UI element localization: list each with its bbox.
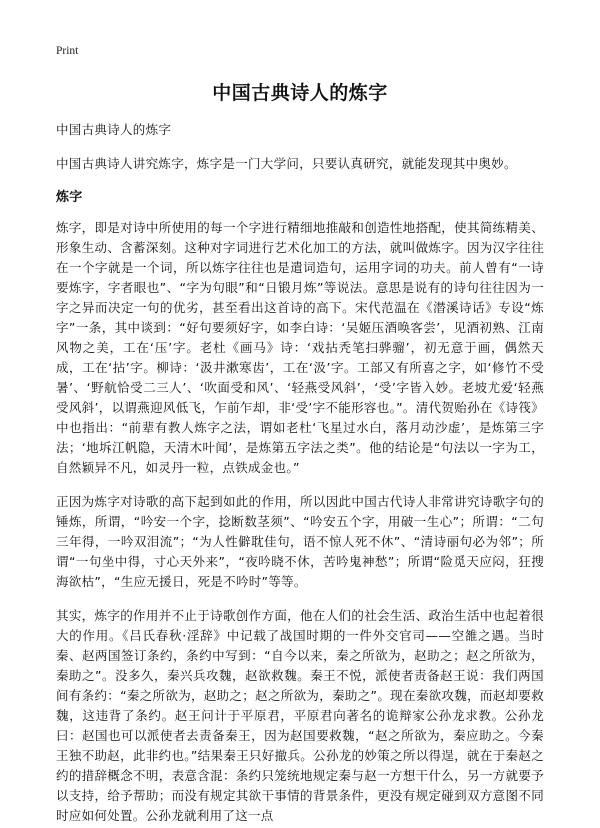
article-intro: 中国古典诗人讲究炼字，炼字是一门大学问，只要认真研究，就能发现其中奥妙。	[56, 156, 517, 171]
article-paragraph: 正因为炼字对诗歌的高下起到如此的作用，所以因此中国古代诗人非常讲究诗歌字句的锤炼，所谓，“吟安一个字，捻断数茎须”、“吟安五个字，用破一生心”；所谓：“二句三年得，一吟双泪流”；“为人性僻耽佳句，语不惊人死不休”、“清诗丽句必为邻”；所谓“一句坐中得，寸心天外来”，“夜吟晓不休，苦吟鬼神愁”；所谓“险觅天应闷，狂搜海欲枯”，“生应无援日，死是不吟时”等等。	[56, 494, 544, 589]
article-body	[56, 120, 544, 826]
article-subtitle: 中国古典诗人的炼字	[56, 122, 172, 137]
article-paragraph: 其实，炼字的作用并不止于诗歌创作方面，他在人们的社会生活、政治生活中也起着很大的作用。《吕氏春秋·淫辞》中记载了战国时期的一件外交官司——空雒之遇。当时秦、赵两国签订条约，条约中写到：“自今以来，秦之所欲为，赵助之；赵之所欲为，秦助之”。没多久，秦兴兵攻魏，赵欲救魏。秦王不悦，派使者责备赵王说：我们两国间有条约：“秦之所欲为，赵助之；赵之所欲为，秦助之”。现在秦欲攻魏，而赵却要救魏，这违背了条约。赵王问计于平原君，平原君向著名的诡辩家公孙龙求教。公孙龙曰：赵国也可以派使者去责备秦王，因为赵国要救魏，“赵之所欲为，秦应助之。今秦王独不助赵，此非约也。”结果秦王只好撤兵。公孙龙的妙策之所以得逞，就在于秦赵之约的措辞概念不明，表意含混：条约只笼统地规定秦与赵一方想干什么，另一方就要予以支持，给予帮助；而没有规定其欲干事情的背景条件，更没有规定碰到双方意图不同时应如何处置。公孙龙就利用了这一点	[56, 608, 544, 823]
print-link[interactable]: Print	[56, 45, 79, 57]
page-title: 中国古典诗人的炼字	[212, 82, 388, 104]
article-paragraph: 炼字，即是对诗中所使用的每一个字进行精细地推敲和创造性地搭配，使其简练精美、形象生动、含蓄深刻。这种对字词进行艺术化加工的方法，就叫做炼字。因为汉字往往在一个字就是一个词，所以炼字往往也是遣词造句，运用字词的功夫。前人曾有“一诗要炼字，字者眼也”、“字为句眼”和“日锻月炼”等说法。意思是说有的诗句往往因为一字之异而决定一句的优劣，甚至看出这首诗的高下。宋代范温在《潜溪诗话》专设“炼字”一条，其中谈到：“好句要须好字，如李白诗：‘吴姬压酒唤客尝’，见酒初熟、江南风物之美，工在‘压’字。老杜《画马》诗：‘戏拈秃笔扫骅骝’，初无意于画，偶然天成，工在‘拈’字。柳诗：‘汲井漱寒齿’，工在‘汲’字。工部又有所喜之字，如‘修竹不受暑’、‘野航恰受二三人’、‘吹面受和风’、‘轻燕受风斜’，‘受’字皆入妙。老坡尤爱‘轻燕受风斜’，以谓燕迎风低飞，乍前乍却，非‘受’字不能形容也。”。清代贺贻孙在《诗筏》中也指出：“前辈有教人炼字之法，谓如老杜‘飞星过水白，落月动沙虚’，是炼第三字法；‘地坼江帆隐，天清木叶闻’，是炼第五字法之类”。他的结论是“句法以一字为工，自然颖异不凡，如灵丹一粒，点铁成金也。”	[56, 220, 544, 475]
section-heading: 炼字	[56, 190, 83, 205]
